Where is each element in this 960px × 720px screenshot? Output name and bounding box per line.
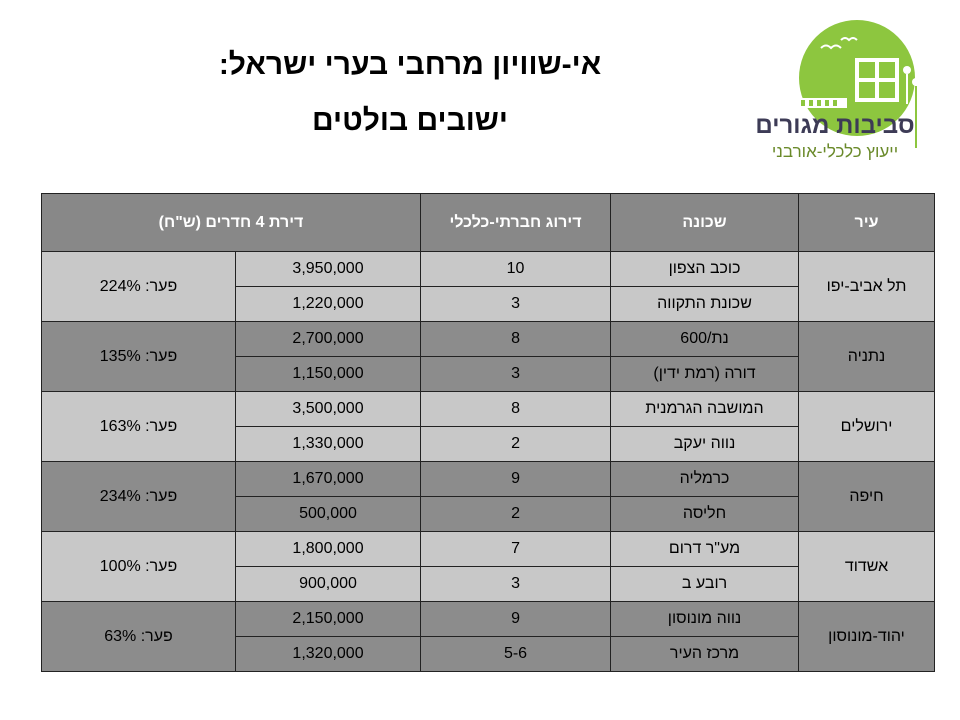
ratio-label: פער: [145,417,178,435]
ratio-label: פער: [145,277,178,295]
ratio-value: 234% [99,487,141,505]
city-cell: חיפה [799,462,935,532]
price-cell: 2,150,000 [236,602,421,637]
neighborhood-cell: חליסה [611,497,799,532]
header-city: עיר [799,194,935,252]
rank-cell: 7 [421,532,611,567]
company-logo [735,20,935,170]
rank-cell: 3 [421,287,611,322]
price-cell: 1,220,000 [236,287,421,322]
inequality-table [41,193,935,672]
table-header-row [42,194,935,252]
city-cell: יהוד-מונוסון [799,602,935,672]
rank-cell: 9 [421,462,611,497]
table-row [42,602,935,637]
ratio-label: פער: [140,627,173,645]
price-cell: 1,670,000 [236,462,421,497]
neighborhood-cell: נווה מונוסון [611,602,799,637]
logo-tagline: ייעוץ כלכלי-אורבני [771,142,899,161]
header-neighborhood: שכונה [611,194,799,252]
table-row [42,252,935,287]
ratio-value: 163% [99,417,141,435]
rank-cell: 3 [421,567,611,602]
neighborhood-cell: כרמליה [611,462,799,497]
neighborhood-cell: נווה יעקב [611,427,799,462]
rank-cell: 2 [421,497,611,532]
neighborhood-cell: המושבה הגרמנית [611,392,799,427]
neighborhood-cell: מרכז העיר [611,637,799,672]
table-row [42,532,935,567]
rank-cell: 8 [421,392,611,427]
ratio-cell [42,532,236,602]
neighborhood-cell: נת/600 [611,322,799,357]
page-subtitle: ישובים בולטים [312,104,508,137]
price-cell: 900,000 [236,567,421,602]
price-cell: 500,000 [236,497,421,532]
price-cell: 2,700,000 [236,322,421,357]
rank-cell: 3 [421,357,611,392]
ratio-cell [42,322,236,392]
price-cell: 1,800,000 [236,532,421,567]
rank-cell: 10 [421,252,611,287]
neighborhood-cell: שכונת התקווה [611,287,799,322]
ratio-value: 224% [99,277,141,295]
header-price: דירת 4 חדרים (ש"ח) [42,194,421,252]
ratio-label: פער: [145,487,178,505]
rank-cell: 5-6 [421,637,611,672]
header-rank: דירוג חברתי-כלכלי [421,194,611,252]
price-cell: 3,950,000 [236,252,421,287]
neighborhood-cell: מע"ר דרום [611,532,799,567]
table-row [42,392,935,427]
ratio-label: פער: [145,347,178,365]
logo-name: סביבות מגורים [755,112,915,139]
table-row [42,462,935,497]
neighborhood-cell: כוכב הצפון [611,252,799,287]
neighborhood-cell: דורה (רמת ידין) [611,357,799,392]
ratio-value: 100% [99,557,141,575]
ratio-cell [42,602,236,672]
city-cell: נתניה [799,322,935,392]
rank-cell: 9 [421,602,611,637]
city-cell: ירושלים [799,392,935,462]
rank-cell: 8 [421,322,611,357]
ratio-value: 135% [99,347,141,365]
ratio-value: 63% [104,627,137,645]
neighborhood-cell: רובע ב [611,567,799,602]
ratio-cell [42,392,236,462]
price-cell: 3,500,000 [236,392,421,427]
city-cell: אשדוד [799,532,935,602]
ratio-label: פער: [145,557,178,575]
price-cell: 1,150,000 [236,357,421,392]
rank-cell: 2 [421,427,611,462]
page-title: אי-שוויון מרחבי בערי ישראל: [218,48,602,81]
table-row [42,322,935,357]
ratio-cell [42,252,236,322]
price-cell: 1,320,000 [236,637,421,672]
price-cell: 1,330,000 [236,427,421,462]
ratio-cell [42,462,236,532]
city-cell: תל אביב-יפו [799,252,935,322]
